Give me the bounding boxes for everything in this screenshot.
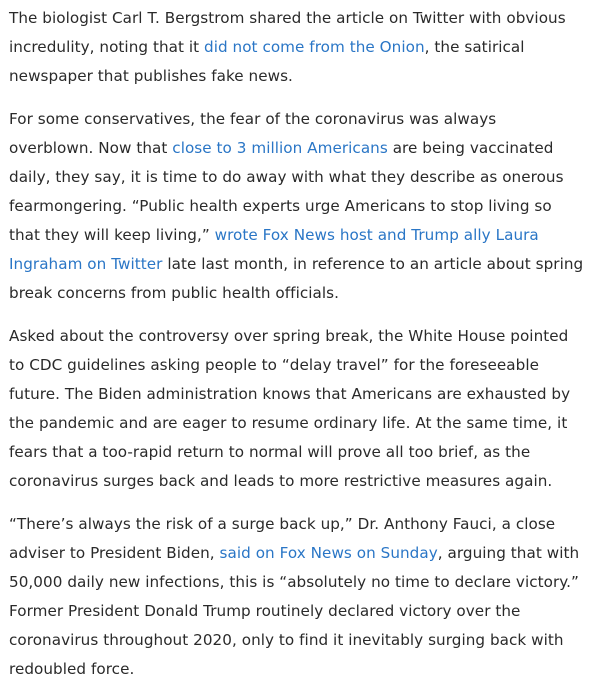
paragraph-text: The biologist Carl T. Bergstrom shared the article on Twitter with obvious incredulity, noting that it <box>9 9 566 56</box>
paragraph-conservatives <box>9 105 585 308</box>
link-said-on-fox-news-on-sunday[interactable]: said on Fox News on Sunday <box>219 544 438 562</box>
paragraph-text: late last month, in reference to an article about spring break concerns from public health officials. <box>9 255 584 302</box>
paragraph-text: are being vaccinated daily, they say, it is time to do away with what they describe as onerous fearmongering. “Public health experts urge Americans to stop living so that they will keep living,” <box>9 139 564 244</box>
paragraph-white-house <box>9 322 585 496</box>
paragraph-text: , the satirical newspaper that publishes fake news. <box>9 38 525 85</box>
link-did-not-come-from-the-onion[interactable]: did not come from the Onion <box>204 38 425 56</box>
link-close-to-3-million-americans[interactable]: close to 3 million Americans <box>172 139 388 157</box>
paragraph-text: Asked about the controversy over spring break, the White House pointed to CDC guidelines asking people to “delay travel” for the foreseeable future. The Biden administration knows that Americans are exhausted by the pandemic and are eager to resume ordinary life. At the same time, it fears that a too-rapid return to normal will prove all too brief, as the coronavirus surges back and leads to more restrictive measures again. <box>9 327 571 490</box>
paragraph-text: , arguing that with 50,000 daily new infections, this is “absolutely no time to declare victory.” Former President Donald Trump routinely declared victory over the coronavirus throughout 2020, only to find it inevitably surging back with redoubled force. <box>9 544 580 678</box>
paragraph-bergstrom <box>9 4 585 91</box>
paragraph-text: “There’s always the risk of a surge back up,” Dr. Anthony Fauci, a close adviser to President Biden, <box>9 515 556 562</box>
paragraph-text: For some conservatives, the fear of the coronavirus was always overblown. Now that <box>9 110 497 157</box>
article-body <box>9 4 585 698</box>
link-laura-ingraham-twitter[interactable]: wrote Fox News host and Trump ally Laura Ingraham on Twitter <box>9 226 539 273</box>
paragraph-fauci <box>9 510 585 684</box>
